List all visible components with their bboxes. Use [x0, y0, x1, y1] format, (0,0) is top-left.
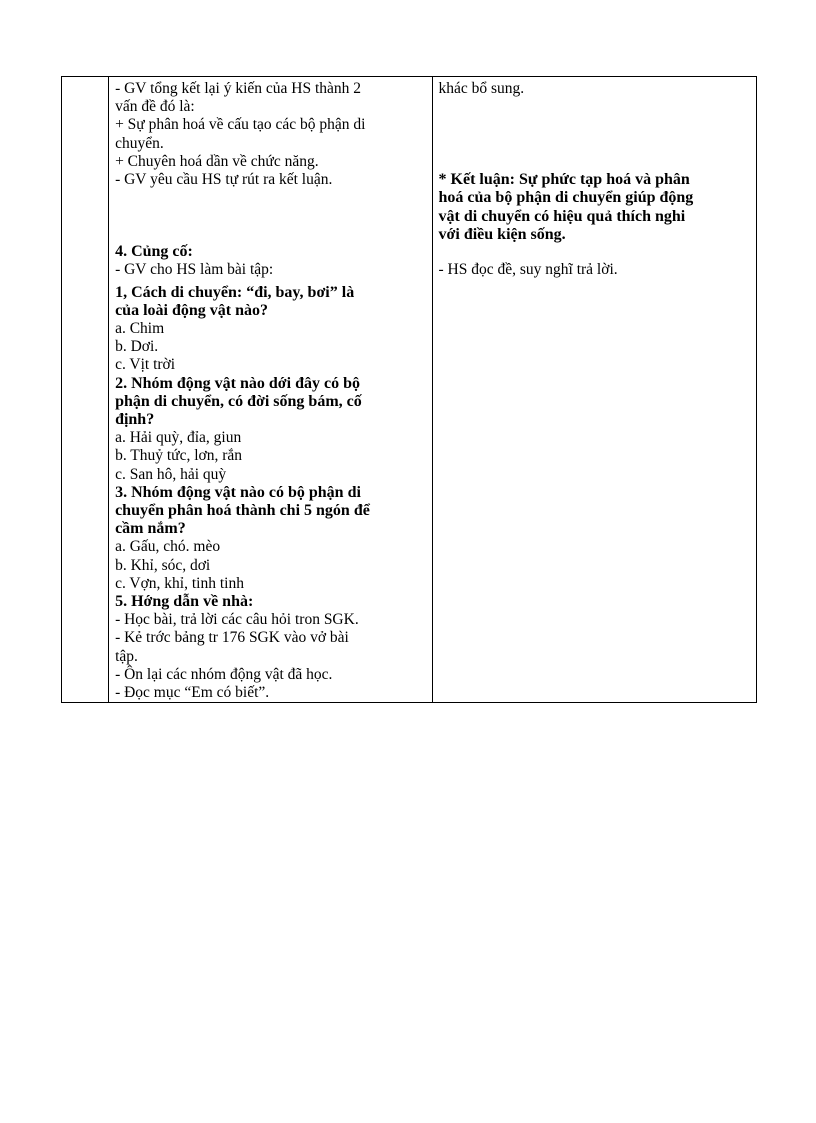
text-line: vấn đề đó là:: [115, 98, 195, 116]
conclusion-text: vật di chuyển có hiệu quả thích nghi: [438, 207, 686, 225]
text-line: + Sự phân hoá về cấu tạo các bộ phận di: [115, 116, 366, 134]
answer-option: a. Gấu, chó. mèo: [115, 538, 221, 556]
question-text: 1, Cách di chuyển: “đi, bay, bơi” là: [115, 283, 355, 301]
answer-option: c. Vợn, khỉ, tinh tinh: [115, 574, 244, 592]
conclusion-text: * Kết luận: Sự phức tạp hoá và phân: [438, 171, 690, 189]
question-text: phận di chuyển, có đời sống bám, cố: [115, 392, 362, 410]
text-line: chuyển.: [115, 134, 164, 152]
table-row: [62, 77, 757, 703]
answer-option: c. San hô, hải quỳ: [115, 465, 227, 483]
answer-option: b. Dơi.: [115, 338, 159, 356]
text-line: - Kẻ trớc bảng tr 176 SGK vào vở bài: [115, 629, 349, 647]
lesson-table: [61, 76, 757, 703]
text-line: tập.: [115, 647, 138, 665]
text-line: + Chuyên hoá dần về chức năng.: [115, 152, 319, 170]
answer-option: c. Vịt trời: [115, 356, 176, 374]
answer-option: b. Thuỷ tức, lơn, rắn: [115, 447, 243, 465]
question-text: định?: [115, 411, 155, 429]
section-heading: 5. Hớng dẫn về nhà:: [115, 593, 254, 611]
question-text: cầm nắm?: [115, 520, 186, 538]
answer-option: a. Chim: [115, 320, 165, 338]
text-line: - GV cho HS làm bài tập:: [115, 261, 274, 279]
answer-option: a. Hải quỳ, đỉa, giun: [115, 429, 242, 447]
text-line: - GV tổng kết lại ý kiến của HS thành 2: [115, 80, 362, 97]
text-line: - Ôn lại các nhóm động vật đã học.: [115, 665, 333, 683]
text-line: - HS đọc đề, suy nghĩ trả lời.: [438, 261, 618, 279]
student-activity-cell: [432, 77, 756, 703]
question-text: 2. Nhóm động vật nào dới đây có bộ: [115, 374, 360, 392]
answer-option: b. Khỉ, sóc, dơi: [115, 556, 211, 574]
empty-cell: [62, 77, 109, 703]
question-text: 3. Nhóm động vật nào có bộ phận di: [115, 483, 361, 501]
teacher-activity-cell: [109, 77, 432, 703]
text-line: - Đọc mục “Em có biết”.: [115, 684, 270, 702]
conclusion-text: với điều kiện sống.: [438, 225, 566, 243]
question-text: của loài động vật nào?: [115, 301, 268, 319]
section-heading: 4. Củng cố:: [115, 243, 193, 261]
text-line: - GV yêu cầu HS tự rút ra kết luận.: [115, 171, 333, 189]
text-line: khác bổ sung.: [438, 80, 525, 97]
conclusion-text: hoá của bộ phận di chuyển giúp động: [438, 189, 694, 207]
question-text: chuyển phân hoá thành chi 5 ngón để: [115, 502, 370, 520]
text-line: - Học bài, trả lời các câu hỏi tron SGK.: [115, 611, 359, 629]
